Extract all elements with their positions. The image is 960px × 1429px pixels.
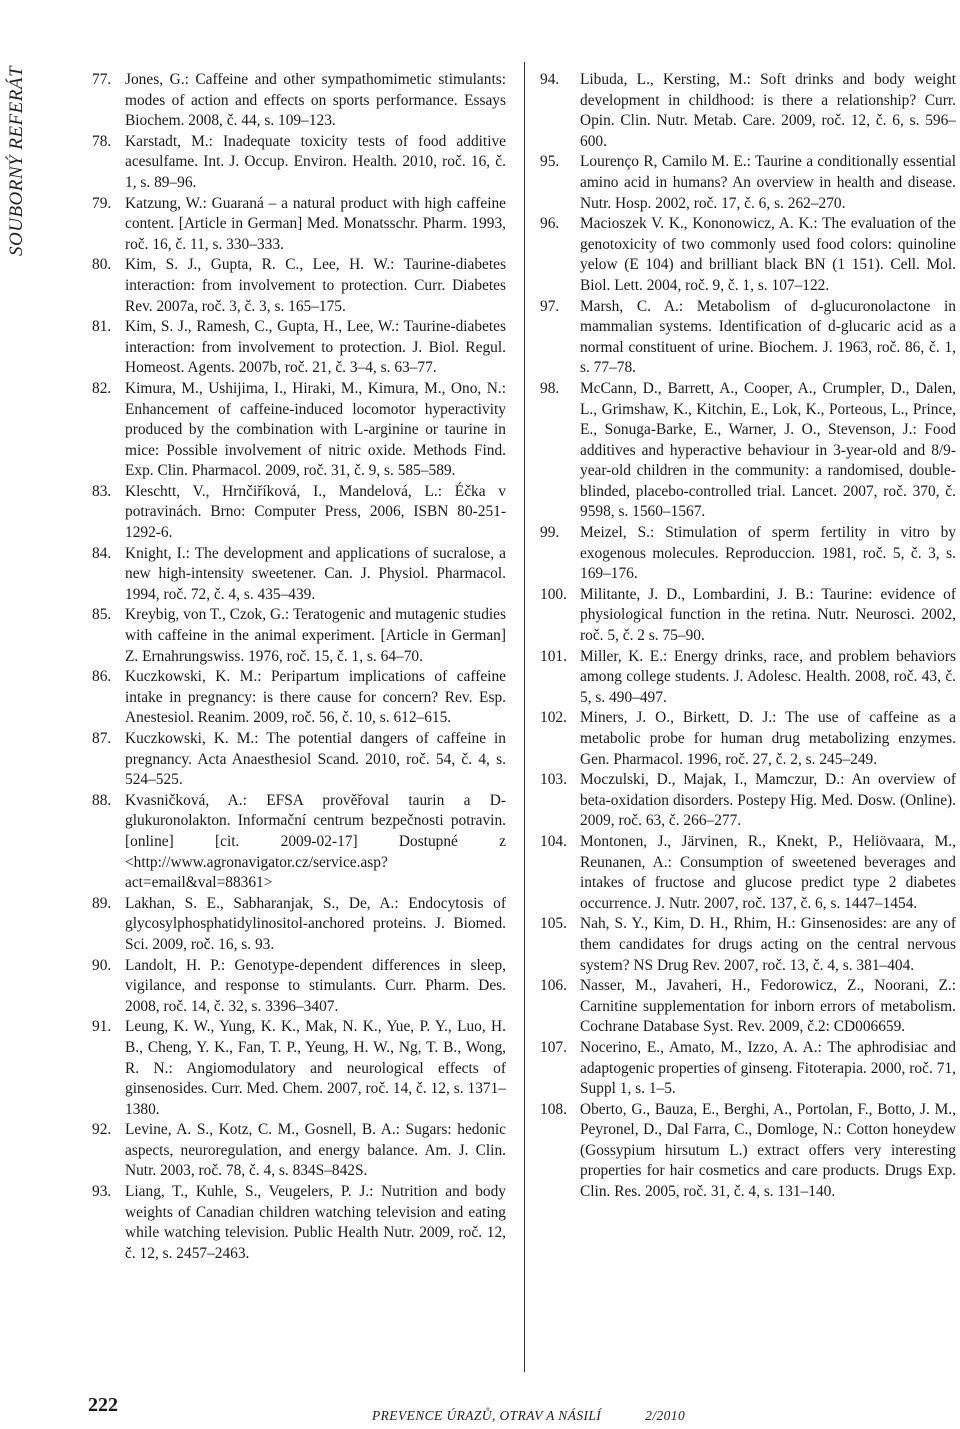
reference-item bbox=[540, 832, 956, 914]
section-title bbox=[2, 0, 36, 260]
reference-number: 92. bbox=[92, 1121, 112, 1139]
reference-number: 84. bbox=[92, 544, 112, 562]
reference-number: 102. bbox=[540, 709, 567, 727]
reference-number: 104. bbox=[540, 832, 567, 850]
reference-item bbox=[92, 667, 506, 729]
reference-item bbox=[92, 482, 506, 544]
reference-number: 88. bbox=[92, 791, 112, 809]
reference-number: 79. bbox=[92, 194, 112, 212]
reference-number: 87. bbox=[92, 730, 112, 747]
reference-text: Kuczkowski, K. M.: Peripartum implications of caffeine intake in pregnancy: is there cause for concern? Rev. Esp. Anestesiol. Reanim. 2009, roč. 56, č. 10, s. 612–615. bbox=[125, 668, 506, 727]
reference-text: Katzung, W.: Guaraná – a natural product with high caffeine content. [Article in German] Med. Monatsschr. Pharm. 1993, roč. 16, č. 11, s. 330–333. bbox=[125, 194, 506, 253]
reference-text: Nasser, M., Javaheri, H., Fedorowicz, Z., Noorani, Z.: Carnitine supplementation for inborn errors of metabolism. Cochrane Database Syst. Rev. 2009, č.2: CD006659. bbox=[580, 977, 956, 1036]
reference-number: 106. bbox=[540, 977, 567, 995]
journal-name: PREVENCE ÚRAZŮ, OTRAV A NÁSILÍ bbox=[372, 1408, 602, 1423]
reference-text: Kim, S. J., Gupta, R. C., Lee, H. W.: Taurine-diabetes interaction: from involvement to protection. Curr. Diabetes Rev. 2007a, roč. 3, č. 3, s. 165–175. bbox=[125, 256, 506, 315]
reference-number: 108. bbox=[540, 1100, 567, 1118]
reference-number: 86. bbox=[92, 668, 112, 686]
reference-text: Landolt, H. P.: Genotype-dependent differences in sleep, vigilance, and response to stimulants. Curr. Pharm. Des. 2008, roč. 14, č. 32, s. 3396–3407. bbox=[125, 956, 506, 1015]
reference-text: Lourenço R, Camilo M. E.: Taurine a conditionally essential amino acid in humans? An overview in health and disease. Nutr. Hosp. 2002, roč. 17, č. 6, s. 262–270. bbox=[580, 153, 956, 212]
reference-text: Miller, K. E.: Energy drinks, race, and problem behaviors among college students. J. Adolesc. Health. 2008, roč. 43, č. 5, s. 490–497. bbox=[580, 647, 956, 706]
reference-text: Jones, G.: Caffeine and other sympathomimetic stimulants: modes of action and effects on sports performance. Essays Biochem. 2008, č. 44, s. 109–123. bbox=[125, 71, 506, 130]
reference-number: 99. bbox=[540, 524, 560, 542]
reference-item bbox=[540, 152, 956, 214]
reference-item bbox=[540, 770, 956, 832]
reference-number: 82. bbox=[92, 379, 112, 397]
reference-text: Macioszek V. K., Kononowicz, A. K.: The evaluation of the genotoxicity of two commonly used food colors: quinoline yelow (E 104) and brilliant black BN (1 151). Cell. Mol. Biol. Lett. 2004, roč. 9, č. 1, s. 107–122. bbox=[580, 215, 956, 294]
reference-item bbox=[92, 1120, 506, 1182]
reference-text: Kim, S. J., Ramesh, C., Gupta, H., Lee, W.: Taurine-diabetes interaction: from involvement to protection. J. Biol. Regul. Homeost. Agents. 2007b, roč. 21, č. 3–4, s. 63–77. bbox=[125, 318, 506, 377]
reference-item bbox=[92, 317, 506, 379]
reference-item bbox=[92, 956, 506, 1018]
reference-item bbox=[540, 1100, 956, 1203]
reference-text: Militante, J. D., Lombardini, J. B.: Taurine: evidence of physiological function in the retina. Nutr. Neurosci. 2002, roč. 5, č. 2 s. 75–90. bbox=[580, 585, 956, 645]
reference-text: Kleschtt, V., Hrnčiříková, I., Mandelová, L.: Éčka v potravinách. Brno: Computer Press, 2006, ISBN 80-251-1292-6. bbox=[125, 482, 506, 542]
reference-item bbox=[540, 1038, 956, 1100]
reference-number: 83. bbox=[92, 482, 112, 500]
issue-number: 2/2010 bbox=[645, 1408, 686, 1423]
reference-text: Montonen, J., Järvinen, R., Knekt, P., Heliövaara, M., Reunanen, A.: Consumption of sweetened beverages and intakes of fructose and glucose predict type 2 diabetes occurrence. J. Nutr. 2007, roč. 137, č. 6, s. 1447–1454. bbox=[580, 832, 956, 912]
reference-text: Kimura, M., Ushijima, I., Hiraki, M., Kimura, M., Ono, N.: Enhancement of caffeine-induced locomotor hyperactivity produced by the combination with L-arginine or taurine in mice: Possible involvement of nitric oxide. Methods Find. Exp. Clin. Pharmacol. 2009, roč. 31, č. 9, s. 585–589. bbox=[125, 379, 506, 480]
reference-item bbox=[92, 1182, 506, 1264]
reference-item bbox=[540, 214, 956, 296]
reference-number: 94. bbox=[540, 71, 560, 88]
reference-item bbox=[540, 647, 956, 709]
reference-text: Marsh, C. A.: Metabolism of d-glucuronolactone in mammalian systems. Identification of d-glucaric acid as a normal constituent of urine. Biochem. J. 1963, roč. 86, č. 1, s. 77–78. bbox=[580, 297, 956, 377]
reference-text: Levine, A. S., Kotz, C. M., Gosnell, B. A.: Sugars: hedonic aspects, neuroregulation, and energy balance. Am. J. Clin. Nutr. 2003, roč. 78, č. 4, s. 834S–842S. bbox=[125, 1121, 506, 1180]
reference-text: Leung, K. W., Yung, K. K., Mak, N. K., Yue, P. Y., Luo, H. B., Cheng, Y. K., Fan, T. P., Yeung, H. W., Ng, T. B., Wong, R. N.: Angiomodulatory and neurological effects of ginsenosides. Curr. Med. Chem. 2007, roč. 14, č. 12, s. 1371–1380. bbox=[125, 1018, 506, 1118]
reference-item bbox=[540, 297, 956, 379]
reference-number: 95. bbox=[540, 153, 560, 171]
running-footer bbox=[372, 1408, 685, 1424]
reference-text: Libuda, L., Kersting, M.: Soft drinks and body weight development in childhood: is there a relationship? Curr. Opin. Clin. Nutr. Metab. Care. 2009, roč. 12, č. 6, s. 596–600. bbox=[580, 71, 956, 150]
reference-item bbox=[540, 70, 956, 152]
section-title-text: SOUBORNÝ REFERÁT bbox=[6, 65, 27, 256]
reference-number: 103. bbox=[540, 771, 567, 789]
references-left-column bbox=[92, 70, 506, 1264]
reference-number: 107. bbox=[540, 1038, 567, 1056]
reference-item bbox=[92, 132, 506, 194]
reference-number: 77. bbox=[92, 71, 112, 88]
reference-item bbox=[540, 523, 956, 585]
reference-item bbox=[92, 1017, 506, 1120]
reference-item bbox=[92, 894, 506, 956]
reference-item bbox=[92, 605, 506, 667]
reference-number: 100. bbox=[540, 585, 567, 603]
reference-item bbox=[540, 379, 956, 523]
reference-text: Moczulski, D., Majak, I., Mamczur, D.: An overview of beta-oxidation disorders. Postepy Hig. Med. Dosw. (Online). 2009, roč. 63, č. 266–277. bbox=[580, 771, 956, 830]
reference-text: Kuczkowski, K. M.: The potential dangers of caffeine in pregnancy. Acta Anaesthesiol Scand. 2010, roč. 54, č. 4, s. 524–525. bbox=[125, 730, 506, 789]
reference-number: 85. bbox=[92, 606, 112, 624]
reference-text: Oberto, G., Bauza, E., Berghi, A., Portolan, F., Botto, J. M., Peyronel, D., Dal Farra, C., Domloge, N.: Cotton honeydew (Gossypium hirsutum L.) extract offers very interesting properties for hair cosmetics and care products. Drugs Exp. Clin. Res. 2005, roč. 31, č. 4, s. 131–140. bbox=[580, 1100, 956, 1201]
reference-number: 98. bbox=[540, 379, 560, 397]
reference-item bbox=[92, 70, 506, 132]
reference-text: Kvasničková, A.: EFSA prověřoval taurin a D-glukuronolakton. Informační centrum bezpečnosti potravin. [online] [cit. 2009-02-17] Dostupné z <http://www.agronavigator.cz/service.asp?act=email&val=88361> bbox=[125, 791, 506, 892]
reference-number: 78. bbox=[92, 132, 112, 150]
reference-text: Liang, T., Kuhle, S., Veugelers, P. J.: Nutrition and body weights of Canadian children watching television and eating while watching television. Public Health Nutr. 2009, roč. 12, č. 12, s. 2457–2463. bbox=[125, 1183, 506, 1262]
reference-text: Meizel, S.: Stimulation of sperm fertility in vitro by exogenous molecules. Reproduccion. 1981, roč. 5, č. 3, s. 169–176. bbox=[580, 524, 956, 583]
reference-number: 93. bbox=[92, 1183, 112, 1201]
reference-item bbox=[92, 194, 506, 256]
reference-text: Knight, I.: The development and applications of sucralose, a new high-intensity sweetener. Can. J. Physiol. Pharmacol. 1994, roč. 72, č. 4, s. 435–439. bbox=[125, 544, 506, 603]
reference-number: 81. bbox=[92, 318, 112, 336]
reference-text: Lakhan, S. E., Sabharanjak, S., De, A.: Endocytosis of glycosylphosphatidylinositol-anchored proteins. J. Biomed. Sci. 2009, roč. 16, s. 93. bbox=[125, 894, 506, 953]
reference-number: 101. bbox=[540, 647, 567, 665]
reference-item bbox=[92, 379, 506, 482]
reference-number: 91. bbox=[92, 1018, 112, 1036]
reference-item bbox=[540, 976, 956, 1038]
reference-item bbox=[92, 729, 506, 791]
reference-text: Nocerino, E., Amato, M., Izzo, A. A.: The aphrodisiac and adaptogenic properties of ginseng. Fitoterapia. 2000, roč. 71, Suppl 1, s. 1–5. bbox=[580, 1038, 956, 1098]
reference-text: Kreybig, von T., Czok, G.: Teratogenic and mutagenic studies with caffeine in the animal experiment. [Article in German] Z. Ernahrungswiss. 1976, roč. 15, č. 1, s. 64–70. bbox=[125, 606, 506, 665]
reference-number: 80. bbox=[92, 256, 112, 274]
reference-number: 89. bbox=[92, 894, 112, 912]
page-number: 222 bbox=[88, 1394, 118, 1416]
reference-item bbox=[92, 544, 506, 606]
reference-number: 97. bbox=[540, 297, 560, 315]
reference-text: McCann, D., Barrett, A., Cooper, A., Crumpler, D., Dalen, L., Grimshaw, K., Kitchin, E., Lok, K., Porteous, L., Prince, E., Sonuga-Barke, E., Warner, J. O., Stevenson, J.: Food additives and hyperactive behaviour in 3-year-old and 8/9-year-old children in the community: a randomised, double-blinded, placebo-controlled trial. Lancet. 2007, roč. 370, č. 9598, s. 1560–1567. bbox=[580, 379, 956, 521]
reference-item bbox=[540, 708, 956, 770]
reference-item bbox=[540, 914, 956, 976]
reference-number: 105. bbox=[540, 915, 567, 933]
reference-number: 96. bbox=[540, 215, 560, 233]
reference-text: Miners, J. O., Birkett, D. J.: The use of caffeine as a metabolic probe for human drug metabolizing enzymes. Gen. Pharmacol. 1996, roč. 27, č. 2, s. 245–249. bbox=[580, 709, 956, 768]
column-divider bbox=[524, 62, 525, 1372]
references-right-column bbox=[540, 70, 956, 1203]
reference-text: Nah, S. Y., Kim, D. H., Rhim, H.: Ginsenosides: are any of them candidates for drugs acting on the central nervous system? NS Drug Rev. 2007, roč. 13, č. 4, s. 381–404. bbox=[580, 915, 956, 974]
reference-item bbox=[540, 585, 956, 647]
reference-item bbox=[92, 791, 506, 894]
reference-text: Karstadt, M.: Inadequate toxicity tests of food additive acesulfame. Int. J. Occup. Environ. Health. 2010, roč. 16, č. 1, s. 89–96. bbox=[125, 132, 506, 191]
reference-item bbox=[92, 255, 506, 317]
reference-number: 90. bbox=[92, 956, 112, 974]
